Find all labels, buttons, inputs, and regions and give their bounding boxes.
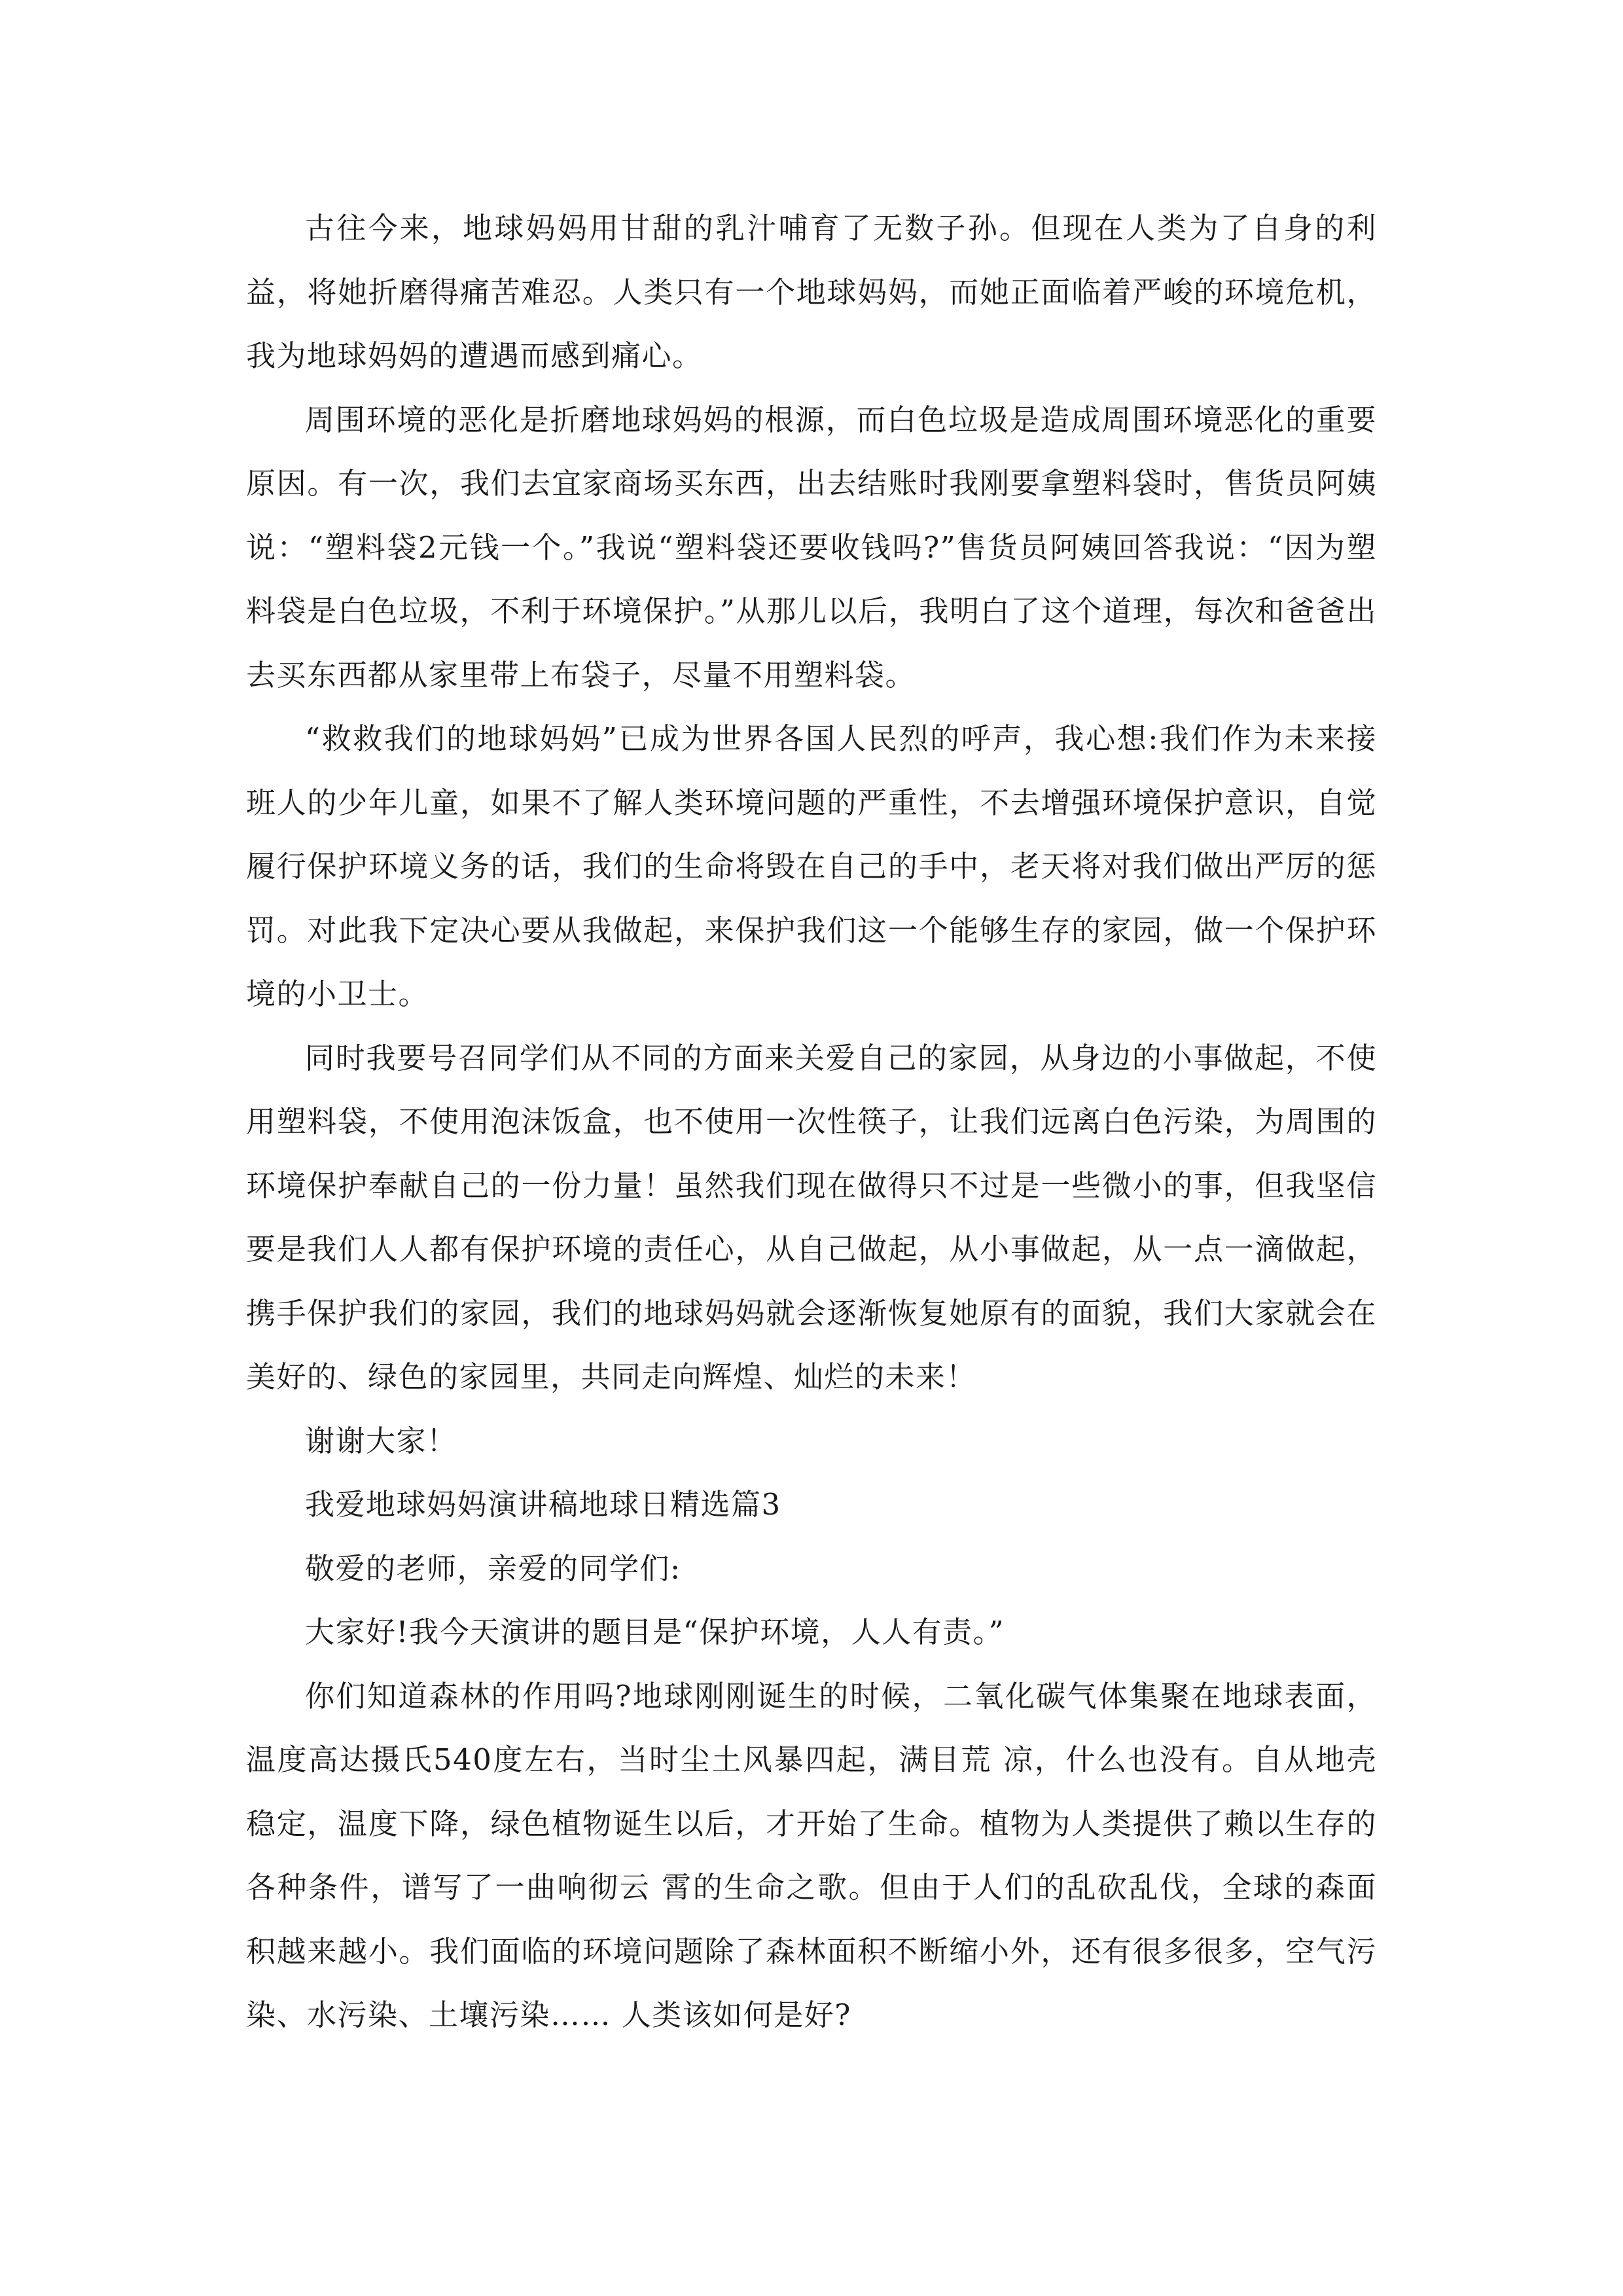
section-heading: 我爱地球妈妈演讲稿地球日精选篇3 xyxy=(305,1487,781,1522)
paragraph-save-earth: “救救我们的地球妈妈”已成为世界各国人民烈的呼声，我心想:我们作为未来接班人的少年儿童，如果不了解人类环境问题的严重性，不去增强环境保护意识，自觉履行保护环境义务的话，我们的生命将毁在自己的手中，老天将对我们做出严厉的惩罚。对此我下定决心要从我做起，来保护我们这一个能够生存的家园，做一个保护环境的小卫士。 xyxy=(246,721,1377,1011)
document-body xyxy=(246,196,1377,2047)
paragraph-thanks: 谢谢大家！ xyxy=(305,1423,457,1458)
paragraph-earth-mother-intro: 古往今来，地球妈妈用甘甜的乳汁哺育了无数子孙。但现在人类为了自身的利益，将她折磨得痛苦难忍。人类只有一个地球妈妈，而她正面临着严峻的环境危机，我为地球妈妈的遭遇而感到痛心。 xyxy=(246,211,1377,373)
paragraph-greeting: 大家好!我今天演讲的题目是“保护环境，人人有责。” xyxy=(305,1615,1005,1649)
paragraph-salutation: 敬爱的老师，亲爱的同学们: xyxy=(305,1551,681,1586)
paragraph-white-garbage: 周围环境的恶化是折磨地球妈妈的根源，而白色垃圾是造成周围环境恶化的重要原因。有一次，我们去宜家商场买东西，出去结账时我刚要拿塑料袋时，售货员阿姨说：“塑料袋2元钱一个。”我说“塑料袋还要收钱吗?”售货员阿姨回答我说：“因为塑料袋是白色垃圾，不利于环境保护。”从那儿以后，我明白了这个道理，每次和爸爸出去买东西都从家里带上布袋子，尽量不用塑料袋。 xyxy=(246,402,1377,692)
paragraph-forest: 你们知道森林的作用吗?地球刚刚诞生的时候，二氧化碳气体集聚在地球表面，温度高达摄氏540度左右，当时尘土风暴四起，满目荒 凉，什么也没有。自从地壳稳定，温度下降，绿色植物诞生以后，才开始了生命。植物为人类提供了赖以生存的各种条件，谱写了一曲响彻云 霄的生命之歌。但由于人们的乱砍乱伐，全球的森面积越来越小。我们面临的环境问题除了森林面积不断缩小外，还有很多很多，空气污染、水污染、土壤污染…… 人类该如何是好? xyxy=(246,1678,1377,2032)
paragraph-call-to-action: 同时我要号召同学们从不同的方面来关爱自己的家园，从身边的小事做起，不使用塑料袋，不使用泡沫饭盒，也不使用一次性筷子，让我们远离白色污染，为周围的环境保护奉献自己的一份力量！虽然我们现在做得只不过是一些微小的事，但我坚信要是我们人人都有保护环境的责任心，从自己做起，从小事做起，从一点一滴做起，携手保护我们的家园，我们的地球妈妈就会逐渐恢复她原有的面貌，我们大家就会在美好的、绿色的家园里，共同走向辉煌、灿烂的未来！ xyxy=(246,1040,1377,1394)
